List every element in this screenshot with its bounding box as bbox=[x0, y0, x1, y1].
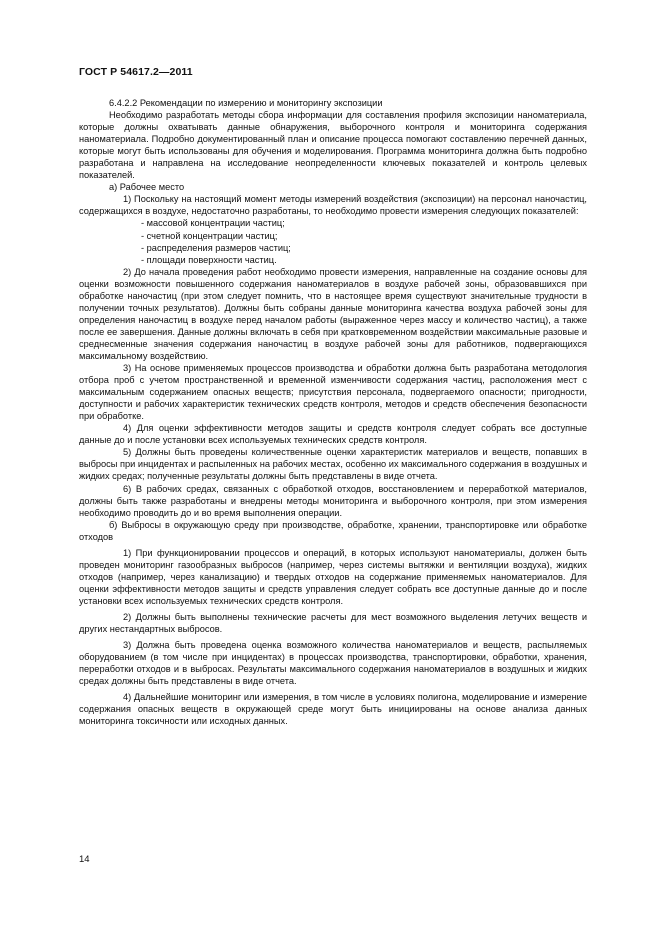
section-title: 6.4.2.2 Рекомендации по измерению и мониторингу экспозиции bbox=[109, 98, 383, 108]
document-header: ГОСТ Р 54617.2—2011 bbox=[79, 66, 193, 78]
paragraph-b4: 4) Дальнейшие мониторинг или измерения, в том числе в условиях полигона, моделирование и измерение содержания опасных веществ в окружающей среде могут быть инициированы на основе анализа данных мониторинга токсичности или исходных данных. bbox=[79, 692, 587, 727]
paragraph-a4: 4) Для оценки эффективности методов защиты и средств контроля следует собрать все доступные данные до и после установки всех используемых технических средств контроля. bbox=[79, 423, 587, 446]
paragraph-a1: 1) Поскольку на настоящий момент методы измерений воздействия (экспозиции) на персонал наночастиц, содержащихся в воздухе, недостаточно разработаны, то необходимо провести измерения следующих показателей: bbox=[79, 194, 587, 217]
paragraph-a5: 5) Должны быть проведены количественные оценки характеристик материалов и веществ, попавших в выбросы при инцидентах и распыленных на рабочих местах, особенно их максимального содержания в воздушных и жидких средах; полученные результаты должны быть представлены в виде отчета. bbox=[79, 447, 587, 482]
paragraph-a3: 3) На основе применяемых процессов производства и обработки должна быть разработана методология отбора проб с учетом пространственной и временной изменчивости содержания частиц, расположения мест с максимальным содержанием опасных веществ; присутствия персонала, подвергаемого опасности; пригодности, доступности и рабочих характеристик технических средств контроля, методов и средств обеспечения безопасности при обработке. bbox=[79, 363, 587, 422]
paragraph-b2: 2) Должны быть выполнены технические расчеты для мест возможного выделения летучих веществ и других нестандартных выбросов. bbox=[79, 611, 587, 635]
paragraph-intro: Необходимо разработать методы сбора информации для составления профиля экспозиции наноматериала, которые должны охватывать данные обнаружения, выборочного контроля и мониторинга содержания наноматериала. Подробно документированный план и описание процесса помогают составлению перечней данных, которые могут быть использованы для обучения и моделирования. Программа мониторинга должна быть подробно разработана и направлена на исследование неопределенности ключевых показателей и контроль целевых показателей. bbox=[79, 110, 587, 181]
subsection-a-title: а) Рабочее место bbox=[109, 182, 185, 193]
paragraph-b1: 1) При функционировании процессов и операций, в которых используют наноматериалы, должен быть проведен мониторинг газообразных выбросов (например, через системы вытяжки и вентиляции воздуха), жидких отходов (например, через канализацию) и твердых отходов на содержание применяемых наноматериалов. Для оценки эффективности методов защиты и средств управления следует собрать все доступные данные до и после установки всех используемых технических средств контроля. bbox=[79, 547, 587, 606]
list-item: - площади поверхности частиц. bbox=[141, 254, 277, 265]
list-item: - распределения размеров частиц; bbox=[141, 242, 291, 253]
page-number: 14 bbox=[79, 854, 90, 865]
paragraph-a2: 2) До начала проведения работ необходимо провести измерения, направленные на создание основы для оценки возможности повышенного содержания наноматериалов в воздухе рабочей зоны, образовавшихся при обработке наночастиц (при этом следует помнить, что в настоящее время существуют значительные трудности в получении точных результатов). Должны быть собраны данные мониторинга качества воздуха рабочей зоны для определения наночастиц в воздухе перед началом работы (выраженное через массу и количество частиц), а также после ее завершения. Данные должны включать в себя при кратковременном воздействии максимальные разовые и среднесменные значения содержания наночастиц в воздухе рабочей зоны для работников, подвергающихся максимальному воздействию. bbox=[79, 266, 587, 361]
document-body bbox=[79, 97, 587, 727]
paragraph-a6: 6) В рабочих средах, связанных с обработкой отходов, восстановлением и переработкой материалов, должны быть также разработаны и внедрены методы мониторинга и выборочного контроля, при этом измерения необходимо проводить до и во время выполнения операции. bbox=[79, 483, 587, 518]
list-item: - массовой концентрации частиц; bbox=[141, 218, 285, 229]
paragraph-b3: 3) Должна быть проведена оценка возможного количества наноматериалов и веществ, распыляемых оборудованием (в том числе при инцидентах) в процессах производства, транспортировки, обработки, хранения, переработки отходов и в выбросах. Результаты максимального содержания наноматериалов в воздушных и жидких средах должны быть представлены в виде отчета. bbox=[79, 640, 587, 687]
list-item: - счетной концентрации частиц; bbox=[141, 230, 278, 241]
subsection-b-title: б) Выбросы в окружающую среду при производстве, обработке, хранении, транспортировке или обработке отходов bbox=[79, 519, 587, 542]
